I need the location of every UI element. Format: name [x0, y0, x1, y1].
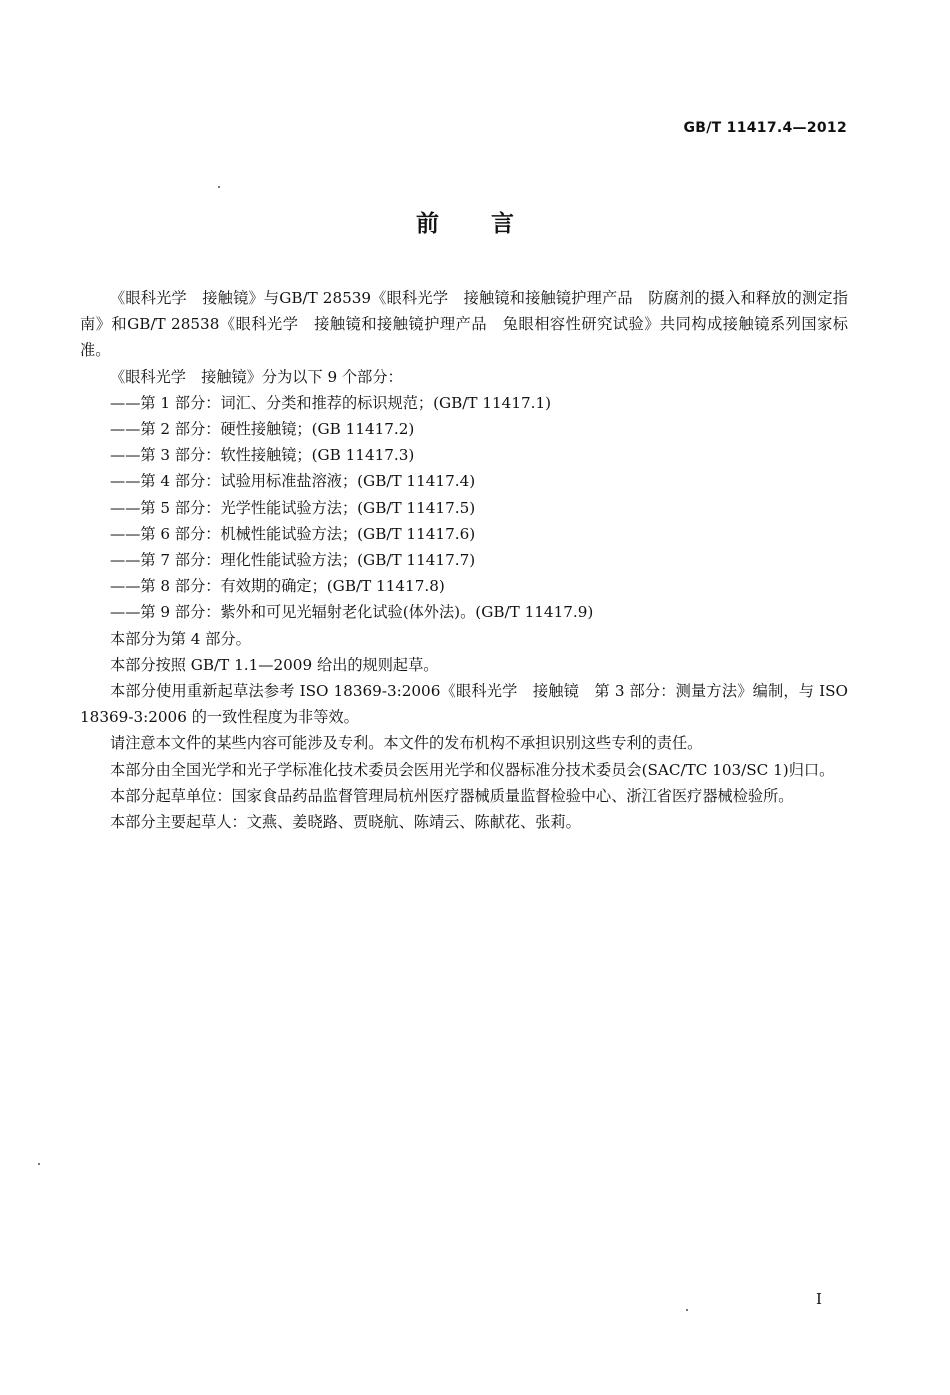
parts-list [80, 390, 848, 626]
scan-speck [218, 186, 220, 188]
scan-speck [38, 1163, 40, 1165]
paragraph-reference-standard: 本部分使用重新起草法参考 ISO 18369-3:2006《眼科光学 接触镜 第 3 部分：测量方法》编制，与 ISO 18369-3:2006 的一致性程度为非等效。 [80, 682, 848, 727]
paragraph-parts-intro: 《眼科光学 接触镜》分为以下 9 个部分： [110, 367, 403, 386]
paragraph-committee: 本部分由全国光学和光子学标准化技术委员会医用光学和仪器标准分技术委员会(SAC/TC 103/SC 1)归口。 [110, 760, 835, 779]
paragraph-drafting-units: 本部分起草单位：国家食品药品监督管理局杭州医疗器械质量监督检验中心、浙江省医疗器械检验所。 [110, 786, 794, 805]
list-item: ——第 9 部分：紫外和可见光辐射老化试验(体外法)。(GB/T 11417.9) [110, 603, 594, 622]
paragraph-intro: 《眼科光学 接触镜》与GB/T 28539《眼科光学 接触镜和接触镜护理产品 防腐剂的摄入和释放的测定指南》和GB/T 28538《眼科光学 接触镜和接触镜护理产品 兔眼相容性研究试验》共同构成接触镜系列国家标准。 [80, 289, 848, 360]
list-item: ——第 6 部分：机械性能试验方法；(GB/T 11417.6) [110, 524, 476, 543]
scan-speck [686, 1309, 688, 1311]
paragraph-drafting-rules: 本部分按照 GB/T 1.1—2009 给出的规则起草。 [110, 655, 439, 674]
list-item: ——第 4 部分：试验用标准盐溶液；(GB/T 11417.4) [110, 472, 476, 491]
paragraph-drafters: 本部分主要起草人：文燕、姜晓路、贾晓航、陈靖云、陈献花、张莉。 [110, 813, 581, 832]
paragraph-patent-notice: 请注意本文件的某些内容可能涉及专利。本文件的发布机构不承担识别这些专利的责任。 [110, 734, 703, 753]
standard-code: GB/T 11417.4—2012 [683, 120, 847, 136]
list-item: ——第 3 部分：软性接触镜；(GB 11417.3) [110, 446, 415, 465]
list-item: ——第 5 部分：光学性能试验方法；(GB/T 11417.5) [110, 498, 476, 517]
page-number: I [816, 1290, 822, 1308]
list-item: ——第 2 部分：硬性接触镜；(GB 11417.2) [110, 420, 415, 439]
page-title: 前言 [416, 211, 566, 237]
foreword-body [80, 285, 848, 835]
paragraph-part-number: 本部分为第 4 部分。 [110, 629, 251, 648]
list-item: ——第 1 部分：词汇、分类和推荐的标识规范；(GB/T 11417.1) [110, 393, 552, 412]
list-item: ——第 7 部分：理化性能试验方法；(GB/T 11417.7) [110, 551, 476, 570]
list-item: ——第 8 部分：有效期的确定；(GB/T 11417.8) [110, 577, 445, 596]
